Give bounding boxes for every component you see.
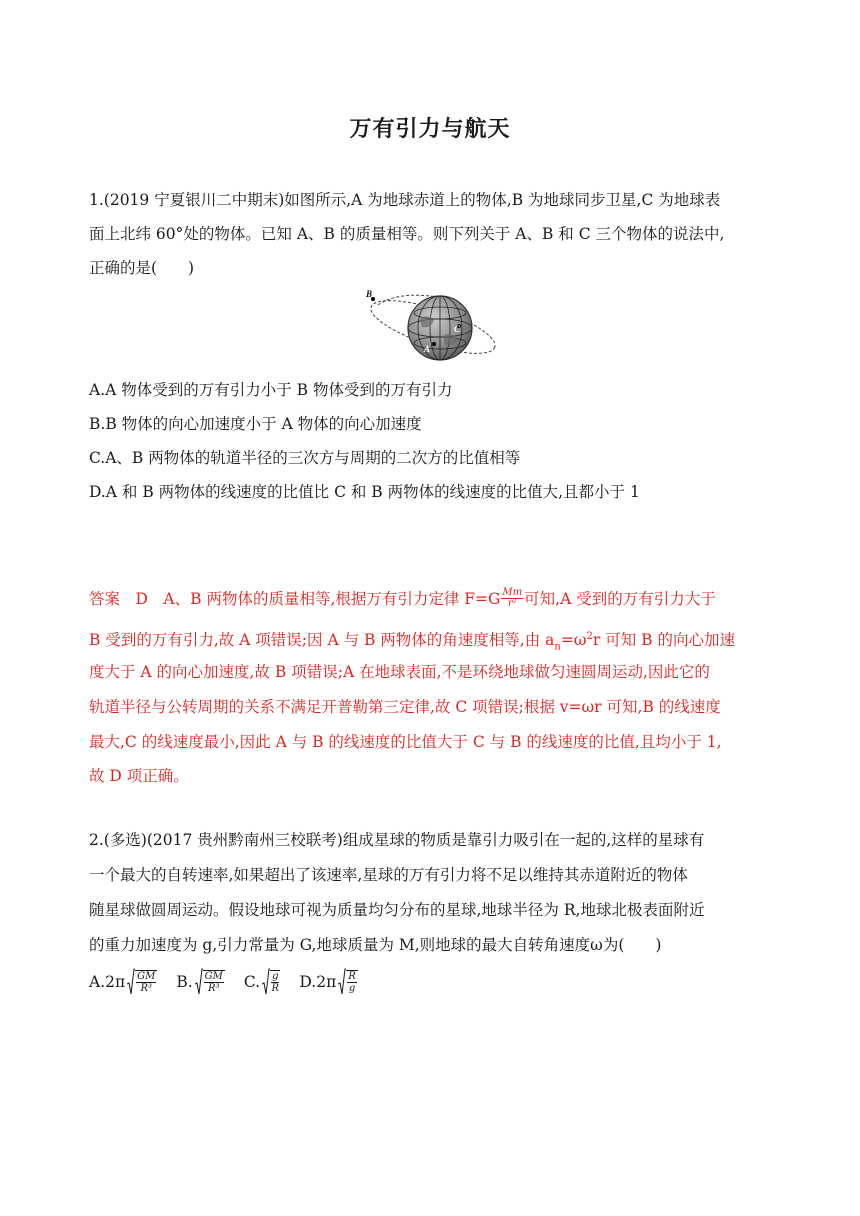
gravity-fraction	[501, 588, 523, 609]
q2-option-d-prefix: D.2π	[299, 973, 337, 991]
sqrt-symbol	[195, 968, 225, 996]
answer-line-3: 度大于 A 的向心加速度,故 B 项错误;A 在地球表面,不是环绕地球做匀速圆周运动,因此它的	[89, 663, 710, 681]
q2-option-a-prefix: A.2π	[89, 973, 126, 991]
q2-option-c-num: g	[272, 971, 279, 982]
gravity-fraction-num: Mm	[502, 586, 523, 598]
q1-option-a: A.A 物体受到的万有引力小于 B 物体受到的万有引力	[89, 381, 453, 399]
object-a-dot	[432, 342, 436, 346]
q2-option-c	[244, 968, 281, 996]
q1-stem-line-2: 面上北纬 60°处的物体。已知 A、B 的质量相等。则下列关于 A、B 和 C 三个物体的说法中,	[89, 225, 725, 243]
q2-option-b-den: R³	[208, 983, 220, 994]
q2-options	[89, 968, 372, 1008]
q2-option-a-num: GM	[137, 971, 156, 982]
answer-line-6: 故 D 项正确。	[89, 767, 189, 785]
q2-option-d-den: g	[348, 983, 356, 994]
gravity-fraction-den: r²	[507, 597, 517, 609]
q2-option-a-den: R³	[140, 983, 153, 994]
q2-option-d	[299, 968, 357, 996]
q1-stem-line-1: 1.(2019 宁夏银川二中期末)如图所示,A 为地球赤道上的物体,B 为地球同步卫星,C 为地球表	[89, 191, 721, 209]
sqrt-symbol	[127, 968, 157, 996]
answer-line-4: 轨道半径与公转周期的关系不满足开普勒第三定律,故 C 项错误;根据 v=ωr 可知,B 的线速度	[89, 698, 721, 716]
answer-line-5: 最大,C 的线速度最小,因此 A 与 B 的线速度的比值大于 C 与 B 的线速度的比值,且均小于 1,	[89, 733, 722, 751]
q2-option-c-den: R	[271, 983, 280, 994]
q1-stem-line-3: 正确的是( )	[89, 259, 195, 277]
q1-option-c: C.A、B 两物体的轨道半径的三次方与周期的二次方的比值相等	[89, 449, 521, 467]
answer-line-1-pre: 答案 D A、B 两物体的质量相等,根据万有引力定律 F=G	[89, 590, 501, 608]
q2-option-a	[89, 968, 157, 996]
answer-line-2	[89, 627, 735, 657]
q2-stem-line-1: 2.(多选)(2017 贵州黔南州三校联考)组成星球的物质是靠引力吸引在一起的,这样的星球有	[89, 831, 705, 849]
answer-line-2-mid: =ω	[560, 631, 587, 650]
answer-line-2-post: r 可知 B 的向心加速	[592, 631, 735, 650]
sqrt-symbol	[338, 968, 358, 996]
q1-option-b: B.B 物体的向心加速度小于 A 物体的向心加速度	[89, 415, 422, 433]
page-title: 万有引力与航天	[349, 117, 511, 142]
label-b: B	[366, 289, 373, 299]
earth-orbit-diagram	[358, 283, 498, 373]
answer-line-2-sup: 2	[586, 631, 593, 642]
label-c: C	[454, 324, 461, 334]
q1-option-d: D.A 和 B 两物体的线速度的比值比 C 和 B 两物体的线速度的比值大,且都小于 1	[89, 483, 640, 501]
answer-line-1-post: 可知,A 受到的万有引力大于	[524, 590, 716, 608]
q2-option-d-num: R	[348, 971, 356, 982]
answer-line-1	[89, 586, 716, 611]
q2-option-b-prefix: B.	[176, 973, 193, 991]
q2-stem-line-2: 一个最大的自转速率,如果超出了该速率,星球的万有引力将不足以维持其赤道附近的物体	[89, 866, 688, 884]
q2-stem-line-4: 的重力加速度为 g,引力常量为 G,地球质量为 M,则地球的最大自转角速度ω为( )	[89, 936, 662, 954]
earth-orbit-figure	[358, 283, 498, 373]
q2-option-b-num: GM	[204, 971, 223, 982]
label-a: A	[424, 344, 431, 354]
sqrt-symbol	[262, 968, 280, 996]
q2-option-c-prefix: C.	[243, 973, 261, 991]
q2-stem-line-3: 随星球做圆周运动。假设地球可视为质量均匀分布的星球,地球半径为 R,地球北极表面附近	[89, 901, 705, 919]
q2-option-b	[176, 968, 225, 996]
answer-line-2-pre: B 受到的万有引力,故 A 项错误;因 A 与 B 两物体的角速度相等,由 a	[89, 631, 555, 650]
answer-line-2-sub: n	[554, 641, 561, 653]
